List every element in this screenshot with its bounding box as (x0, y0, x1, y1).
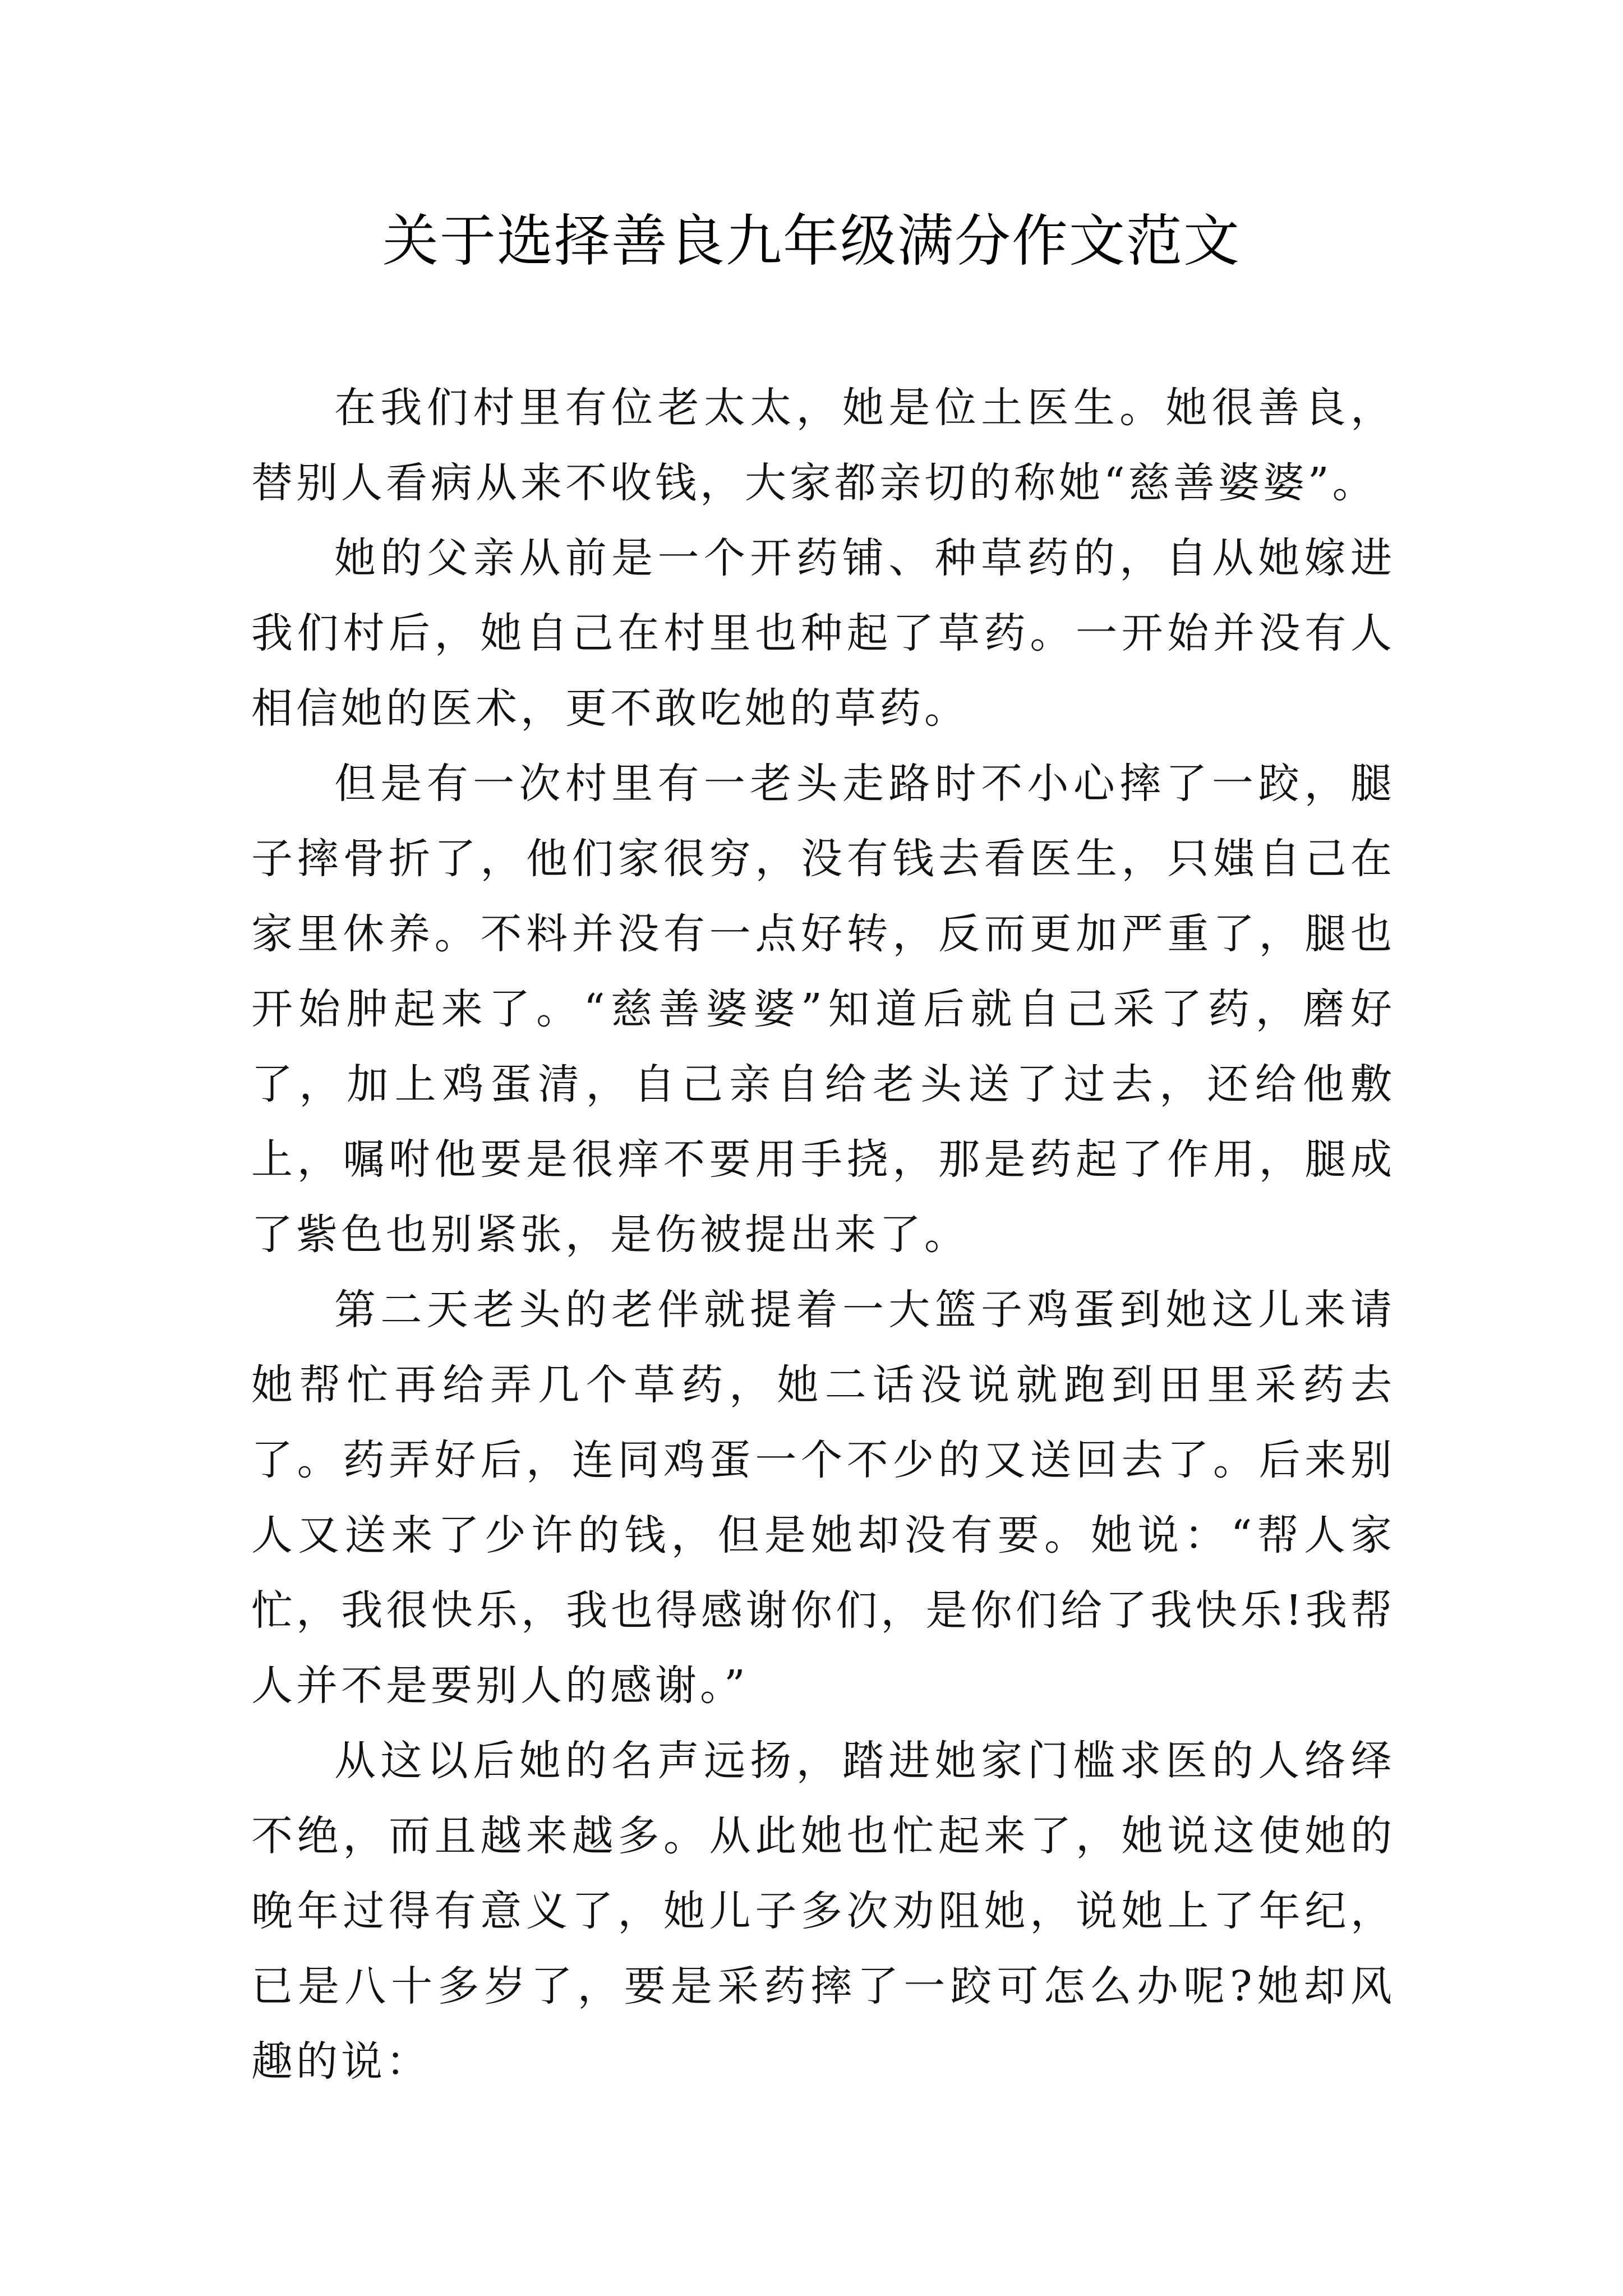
document-body (251, 370, 1395, 2099)
paragraph-4: 第二天老头的老伴就提着一大篮子鸡蛋到她这儿来请她帮忙再给弄几个草药，她二话没说就跑到田里采药去了。药弄好后，连同鸡蛋一个不少的又送回去了。后来别人又送来了少许的钱，但是她却没有要。她说：“帮人家忙，我很快乐，我也得感谢你们，是你们给了我快乐!我帮人并不是要别人的感谢。” (251, 1286, 1395, 1710)
paragraph-2: 她的父亲从前是一个开药铺、种草药的，自从她嫁进我们村后，她自己在村里也种起了草药。一开始并没有人相信她的医术，更不敢吃她的草药。 (251, 534, 1395, 733)
paragraph-5: 从这以后她的名声远扬，踏进她家门槛求医的人络绎不绝，而且越来越多。从此她也忙起来了，她说这使她的晚年过得有意义了，她儿子多次劝阻她，说她上了年纪，已是八十多岁了，要是采药摔了一跤可怎么办呢?她却风趣的说： (251, 1737, 1395, 2086)
paragraph-1: 在我们村里有位老太太，她是位土医生。她很善良，替别人看病从来不收钱，大家都亲切的称她“慈善婆婆”。 (251, 384, 1395, 507)
paragraph-3: 但是有一次村里有一老头走路时不小心摔了一跤，腿子摔骨折了，他们家很穷，没有钱去看医生，只媸自己在家里休养。不料并没有一点好转，反而更加严重了，腿也开始肿起来了。“慈善婆婆”知道后就自己采了药，磨好了，加上鸡蛋清，自己亲自给老头送了过去，还给他敷上，嘱咐他要是很痒不要用手挠，那是药起了作用，腿成了紫色也别紧张，是伤被提出来了。 (251, 760, 1395, 1259)
document-title: 关于选择善良九年级满分作文范文 (382, 208, 1241, 274)
